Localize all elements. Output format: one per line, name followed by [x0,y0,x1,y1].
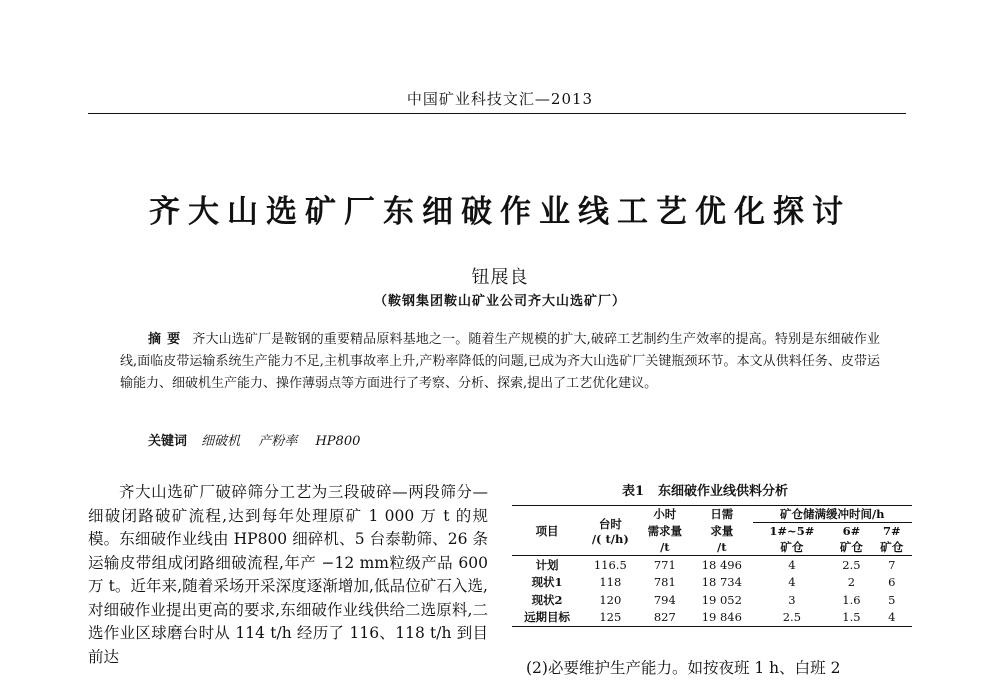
abstract [120,329,880,395]
abstract-label: 摘要 [148,332,187,347]
table-caption-text: 东细破作业线供料分析 [658,484,789,499]
body-paragraph: 齐大山选矿厂破碎筛分工艺为三段破碎—两段筛分—细破闭路破矿流程,达到每年处理原矿 1 000 万 t 的规模。东细破作业线由 HP800 细碎机、5 台泰勒筛、26 条运输皮带组成闭路细破流程,年产 −12 mm粒级产品 600 万 t。近年来,随着采场开采深度逐渐增加,低品位矿石入选,对细破作业提出更高的要求,东细破作业线供给二选原料,二选作业区球磨台时从 114 t/h 经历了 116、118 t/h 到目前达 [88,483,488,666]
col-daily-2: 求量 [710,523,734,538]
paper-title: 齐大山选矿厂东细破作业线工艺优化探讨 [149,194,851,230]
col-bin-3: 7# [882,524,901,538]
table-row: 现状1 118 781 18 734 4 2 6 [531,575,896,590]
col-hourly-2: 需求量 [647,523,683,538]
col-bin-1: 1#~5# [769,524,815,538]
col-daily: 日需 [710,507,734,522]
table-number: 表1 [621,484,645,499]
abstract-text: 齐大山选矿厂是鞍钢的重要精品原料基地之一。随着生产规模的扩大,破碎工艺制约生产效率的提高。特别是东细破作业线,面临皮带运输系统生产能力不足,主机事故率上升,产粉率降低的问题,已成为齐大山选矿厂关键瓶颈环节。本文从供料任务、皮带运输能力、细破机生产能力、操作薄弱点等方面进行了考察、分析、探索,提出了工艺优化建议。 [120,332,880,391]
col-bin-1-suffix: 矿仓 [780,540,804,554]
col-bin-2: 6# [842,524,861,538]
keywords [148,430,878,449]
col-bin-3-suffix: 矿仓 [880,540,904,554]
table-row: 计划 116.5 771 18 496 4 2.5 7 [512,556,912,574]
col-tai-shi: 台时 /( t/h) [591,516,629,546]
keyword: 细破机 [201,434,241,449]
table-row: 现状2 120 794 19 052 3 1.6 5 [531,592,896,607]
keywords-label: 关键词 [148,434,188,449]
supply-analysis-table [512,505,912,627]
col-daily-unit: /t [717,540,727,554]
keyword: 产粉率 [258,434,298,449]
col-hourly-unit: /t [660,540,670,554]
table-row: 远期目标 125 827 19 846 2.5 1.5 4 [524,610,896,625]
journal-header: 中国矿业科技文汇—2013 [406,90,594,108]
col-bin-group: 矿仓储满缓冲时间/h [753,506,913,523]
author: 钮展良 [471,267,529,288]
col-bin-2-suffix: 矿仓 [839,540,863,554]
affiliation: （鞍钢集团鞍山矿业公司齐大山选矿厂） [373,294,626,309]
header-rule [88,113,906,114]
table-caption [512,480,912,499]
next-paragraph: (2)必要维护生产能力。如按夜班 1 h、白班 2 [526,659,841,677]
col-hourly: 小时 [653,507,677,522]
keyword: HP800 [315,434,361,449]
col-item: 项目 [535,523,559,538]
